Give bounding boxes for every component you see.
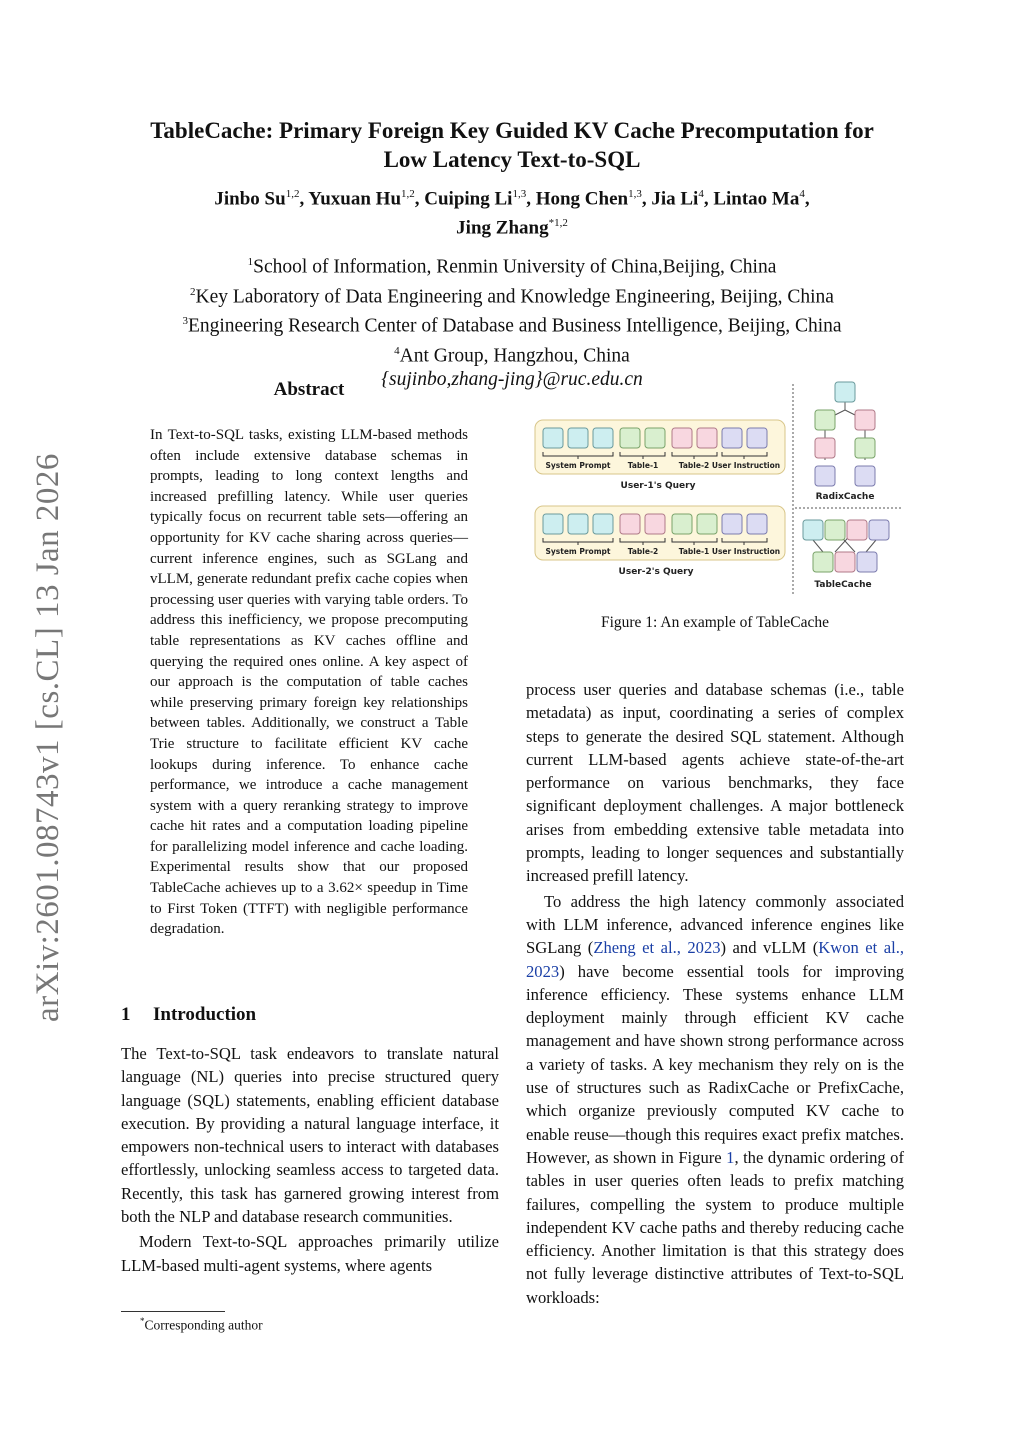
- radix-node: [815, 410, 835, 430]
- intro-right-column: [526, 678, 904, 1309]
- radix-leaf-node: [815, 466, 835, 486]
- author-name: Jing Zhang: [456, 217, 549, 239]
- citation-link[interactable]: Kwon et al., 2023: [526, 938, 905, 981]
- intro-paragraph-1: The Text-to-SQL task endeavors to translate natural language (NL) queries into precise structured query language (SQL) statements, enabling efficient database execution. By providing a natural language interface, it empowers non-technical users to interact with databases effortlessly, unlocking seamless access to targeted data. Recently, this task has garnered growing interest from both the NLP and database research communities.: [121, 1044, 499, 1227]
- affiliation-mark: 2: [190, 285, 196, 298]
- abstract-heading: Abstract: [273, 379, 345, 400]
- author-separator: ,: [804, 188, 810, 210]
- author-separator: ,: [299, 188, 309, 210]
- author-list: [0, 182, 1024, 241]
- author-affiliation-mark: 4: [799, 188, 805, 200]
- table-cache-label: TableCache: [814, 580, 872, 590]
- paper-title: [0, 116, 1024, 174]
- affiliation-list: [0, 250, 1024, 392]
- affiliation: [0, 309, 1024, 339]
- user-1-table-1-label: Table-1: [627, 461, 659, 470]
- user-2-table-2-label: Table-2: [627, 547, 659, 556]
- author-affiliation-mark: *1,2: [548, 217, 568, 230]
- right-paragraph-1: process user queries and database schemas (i.e., table metadata) as input, coordinating a series of complex steps to generate the desired SQL statement. Although current LLM-based agents achieve state-of-the-art performance on various benchmarks, they face significant deployment challenges. A major bottleneck arises from embedding extensive table metadata into prompts, leading to longer sequences and substantially increased prefill latency.: [526, 680, 904, 886]
- affiliation: [0, 250, 1024, 280]
- title-line-1: TableCache: Primary Foreign Key Guided KV Cache Precomputation for: [150, 118, 874, 143]
- author-separator: ,: [641, 188, 652, 210]
- footnote: [140, 1316, 263, 1334]
- radix-root-node: [835, 382, 855, 402]
- section-number: 1: [121, 1004, 131, 1025]
- right-paragraph-2: [526, 890, 904, 1309]
- affiliation-text: School of Information, Renmin University of China,Beijing, China: [253, 256, 777, 278]
- author-name: Yuxuan Hu: [308, 188, 402, 210]
- affiliation-text: Ant Group, Hangzhou, China: [399, 345, 630, 366]
- table-cache-node: [813, 552, 833, 572]
- author-name: Cuiping Li: [424, 188, 513, 210]
- footnote-rule: [121, 1311, 225, 1312]
- author-name: Jia Li: [651, 188, 699, 210]
- abstract-text: In Text-to-SQL tasks, existing LLM-based methods often include extensive database schemas in prompts, leading to long context lengths and increased prefilling latency. While user queries typically focus on recurrent table sets—offering an opportunity for KV cache sharing across queries—current inference engines, such as SGLang and vLLM, generate redundant prefix cache copies when processing user queries with varying table orders. To address this inefficiency, we propose precomputing table representations as KV caches offline and querying the required ones online. A key aspect of our approach is the computation of table caches while preserving primary foreign key relationships between tables. Additionally, we construct a Table Trie structure to facilitate efficient KV cache lookups during inference. To enhance cache performance, we introduce a cache management system with a query reranking strategy to improve cache hit rates and a computation loading pipeline for parallelizing model inference and cache loading. Experimental results show that our proposed TableCache achieves up to a 3.62× speedup in Time to First Token (TTFT) with negligible performance degradation.: [150, 427, 468, 938]
- arxiv-identifier: arXiv:2601.08743v1 [cs.CL] 13 Jan 2026: [30, 453, 66, 1022]
- author-affiliation-mark: 1,3: [628, 188, 642, 200]
- author-name: Hong Chen: [535, 188, 629, 210]
- figure-1-diagram: [533, 380, 903, 602]
- paragraph-text: ) have become essential tools for improving inference efficiency. These systems enhance LLM deployment mainly through efficient KV cache management and have shown strong performance across a variety of tasks. A key mechanism they rely on is the use of structures such as RadixCache or PrefixCache, which organize previously computed KV cache to enable reuse—though this requires exact prefix matches. However, as shown in Figure: [526, 961, 904, 1167]
- affiliation: [0, 339, 1024, 369]
- contact-email[interactable]: {sujinbo,zhang-jing}@ruc.edu.cn: [381, 369, 643, 390]
- footnote-mark: *: [140, 1316, 145, 1326]
- table-cache-node: [847, 520, 867, 540]
- user-1-system-prompt-label: System Prompt: [545, 461, 611, 470]
- radix-node: [855, 438, 875, 458]
- author-affiliation-mark: 1,2: [401, 188, 415, 200]
- figure-1-caption: Figure 1: An example of TableCache: [600, 614, 830, 631]
- affiliation-text: Engineering Research Center of Database and Business Intelligence, Beijing, China: [187, 315, 842, 337]
- author-affiliation-mark: 1,2: [285, 188, 300, 200]
- footnote-text: Corresponding author: [144, 1317, 263, 1333]
- author-name: Lintao Ma: [713, 188, 800, 210]
- user-2-table-1-label: Table-1: [678, 547, 710, 556]
- radix-cache-label: RadixCache: [815, 492, 875, 502]
- author-separator: ,: [526, 188, 536, 210]
- user-1-table-2-label: Table-2: [678, 461, 710, 470]
- author-separator: ,: [414, 188, 425, 210]
- author-separator: ,: [703, 188, 714, 210]
- figure-reference-link[interactable]: 1: [726, 1147, 735, 1167]
- section-heading: [121, 1004, 256, 1026]
- radix-node: [855, 410, 875, 430]
- affiliation-mark: 4: [394, 344, 400, 357]
- paragraph-text: ) and vLLM (: [720, 938, 819, 958]
- section-title: Introduction: [153, 1004, 257, 1025]
- user-1-query-title: User-1's Query: [620, 481, 696, 491]
- table-cache-node: [803, 520, 823, 540]
- table-cache-node: [825, 520, 845, 540]
- radix-leaf-node: [855, 466, 875, 486]
- author-affiliation-mark: 4: [698, 188, 704, 200]
- paragraph-text: , the dynamic ordering of tables in user queries often leads to prefix matching failures, compelling the system to produce multiple independent KV cache paths and thereby reducing cache efficiency. Another limitation is that this strategy does not fully leverage distinctive attributes of Text-to-SQL workloads:: [526, 1147, 904, 1307]
- user-1-tokens: [543, 428, 767, 448]
- paragraph-text: To address the high latency commonly associated with LLM inference, advanced inference engines like SGLang (: [526, 891, 904, 958]
- table-cache-node: [835, 552, 855, 572]
- intro-paragraph-2: Modern Text-to-SQL approaches primarily utilize LLM-based multi-agent systems, where agents: [121, 1232, 499, 1275]
- radix-node: [815, 438, 835, 458]
- affiliation: [0, 280, 1024, 310]
- title-line-2: Low Latency Text-to-SQL: [383, 147, 641, 172]
- intro-left-column: [121, 1042, 499, 1277]
- affiliation-text: Key Laboratory of Data Engineering and Knowledge Engineering, Beijing, China: [195, 286, 834, 307]
- table-cache-node: [869, 520, 889, 540]
- citation-link[interactable]: Zheng et al., 2023: [593, 938, 721, 958]
- user-2-system-prompt-label: System Prompt: [545, 547, 611, 556]
- user-2-query-title: User-2's Query: [618, 567, 694, 577]
- table-cache-node: [857, 552, 877, 572]
- user-2-tokens: [543, 514, 767, 534]
- user-2-instruction-label: User Instruction: [711, 547, 781, 556]
- author-affiliation-mark: 1,3: [512, 188, 527, 200]
- affiliation-mark: 3: [182, 315, 188, 327]
- user-1-instruction-label: User Instruction: [711, 461, 781, 470]
- affiliation-mark: 1: [247, 256, 254, 268]
- author-name: Jinbo Su: [214, 188, 286, 210]
